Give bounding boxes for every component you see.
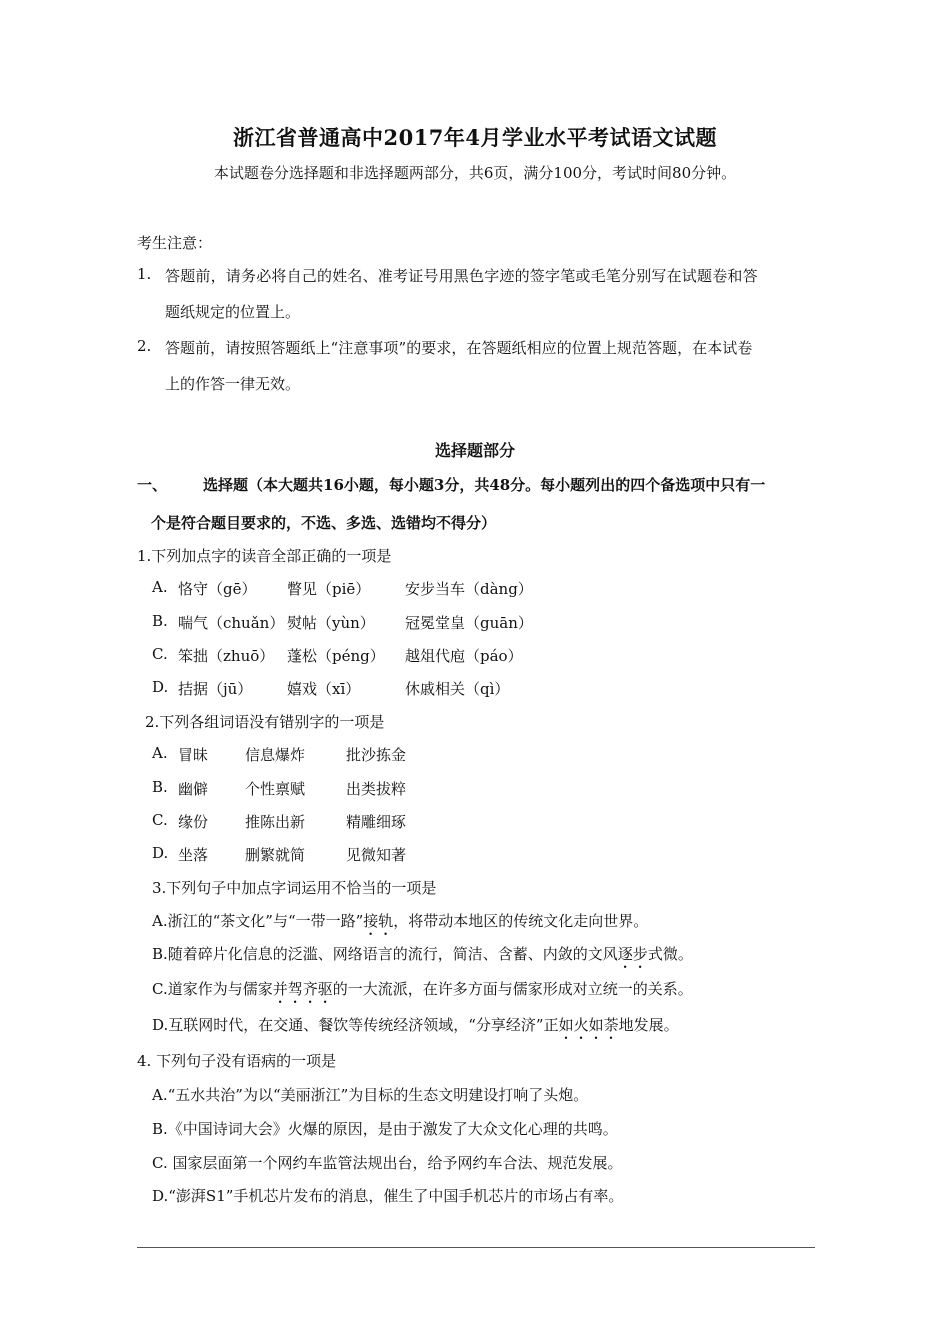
q4-stem: 4. 下列句子没有语病的一项是	[137, 1052, 337, 1070]
q2-stem: 2.下列各组词语没有错别字的一项是	[145, 713, 385, 731]
q4-option-a: A.“五水共治”为以“美丽浙江”为目标的生态文明建设打响了头炮。	[152, 1086, 589, 1104]
q4-option-d: D.“澎湃S1”手机芯片发布的消息，催生了中国手机芯片的市场占有率。	[152, 1187, 624, 1205]
q1-option-d-word3: 休戚相关（qì）	[405, 680, 510, 698]
notice-item-2-line2: 上的作答一律无效。	[165, 375, 301, 393]
q3-option-c-post: 的一大流派，在许多方面与儒家形成对立统一的关系。	[332, 980, 693, 998]
q1-option-d-word1: 拮据（jū）	[178, 680, 253, 698]
q2-option-c-word1: 缘份	[178, 813, 209, 831]
q2-option-b-word1: 幽僻	[178, 780, 209, 798]
q1-option-a-word1: 恪守（gē）	[178, 580, 257, 598]
q2-option-a-word1: 冒昧	[178, 746, 209, 764]
q3-option-c	[152, 978, 693, 1007]
q1-option-a-word3: 安步当车（dàng）	[405, 580, 533, 598]
q3-option-b	[152, 943, 693, 972]
section-instructions-line1: 选择题（本大题共16小题，每小题3分，共48分。每小题列出的四个备选项中只有一	[203, 476, 766, 494]
page-subtitle: 本试题卷分选择题和非选择题两部分，共6页，满分100分，考试时间80分钟。	[213, 164, 737, 182]
notice-item-1-line2: 题纸规定的位置上。	[165, 303, 301, 321]
notice-item-1-num: 1.	[137, 265, 152, 283]
notice-item-1-line1: 答题前，请务必将自己的姓名、准考证号用黑色字迹的签字笔或毛笔分别写在试题卷和答	[165, 267, 758, 285]
part-number: 一、	[137, 476, 168, 494]
notice-heading: 考生注意：	[137, 234, 213, 252]
q3-option-d	[152, 1014, 679, 1043]
notice-item-2-num: 2.	[137, 337, 152, 355]
q1-option-c-word3: 越俎代庖（páo）	[405, 647, 523, 665]
q3-option-d-pre: D.互联网时代，在交通、餐饮等传统经济领域，“分享经济”正	[152, 1016, 559, 1034]
q2-option-label: B.	[152, 778, 168, 796]
q1-option-label: D.	[152, 678, 169, 696]
q2-option-d-word2: 删繁就简	[245, 846, 306, 864]
q2-option-label: C.	[152, 811, 168, 829]
q1-option-label: B.	[152, 612, 168, 630]
q3-option-a-dotted: 接轨	[363, 912, 394, 930]
section-title: 选择题部分	[434, 441, 515, 460]
page-title: 浙江省普通高中2017年4月学业水平考试语文试题	[232, 125, 718, 150]
footer-divider	[137, 1247, 815, 1248]
q2-option-label: A.	[152, 744, 168, 762]
q3-option-a	[152, 910, 648, 939]
q1-option-b-word2: 熨帖（yùn）	[287, 614, 375, 632]
q1-option-b-word1: 喘气（chuǎn）	[178, 614, 285, 632]
q1-option-c-word1: 笨拙（zhuō）	[178, 647, 275, 665]
q1-option-b-word3: 冠冕堂皇（guān）	[405, 614, 533, 632]
q1-option-label: A.	[152, 578, 168, 596]
q3-option-a-post: ，将带动本地区的传统文化走向世界。	[393, 912, 649, 930]
q2-option-d-word1: 坐落	[178, 846, 209, 864]
q3-option-a-pre: A.浙江的“茶文化”与“一带一路”	[152, 912, 364, 930]
q2-option-d-word3: 见微知著	[346, 846, 407, 864]
q4-option-b: B.《中国诗词大会》火爆的原因，是由于激发了大众文化心理的共鸣。	[152, 1120, 618, 1138]
q2-option-b-word3: 出类拔粹	[346, 780, 407, 798]
q1-option-a-word2: 瞥见（piē）	[287, 580, 371, 598]
q3-option-b-dotted: 逐步	[617, 945, 648, 963]
q1-option-d-word2: 嬉戏（xī）	[287, 680, 361, 698]
q3-option-c-pre: C.道家作为与儒家	[152, 980, 273, 998]
q2-option-a-word3: 批沙拣金	[346, 746, 407, 764]
q1-option-c-word2: 蓬松（péng）	[287, 647, 385, 665]
section-instructions-line2: 个是符合题目要求的，不选、多选、选错均不得分）	[151, 514, 497, 532]
q2-option-c-word2: 推陈出新	[245, 813, 306, 831]
q3-option-c-dotted: 并驾齐驱	[272, 980, 333, 998]
q1-option-label: C.	[152, 645, 168, 663]
notice-item-2-line1: 答题前，请按照答题纸上“注意事项”的要求，在答题纸相应的位置上规范答题，在本试卷	[165, 339, 753, 357]
q3-option-d-post: 地发展。	[618, 1016, 679, 1034]
q3-option-b-pre: B.随着碎片化信息的泛滥、网络语言的流行，简洁、含蓄、内敛的文风	[152, 945, 618, 963]
q2-option-b-word2: 个性禀赋	[245, 780, 306, 798]
q4-option-c: C. 国家层面第一个网约车监管法规出台，给予网约车合法、规范发展。	[152, 1154, 623, 1172]
q3-option-d-dotted: 如火如荼	[558, 1016, 619, 1034]
q1-stem: 1.下列加点字的读音全部正确的一项是	[137, 547, 392, 565]
q3-stem: 3.下列句子中加点字词运用不恰当的一项是	[152, 879, 437, 897]
q3-option-b-post: 式微。	[647, 945, 693, 963]
q2-option-label: D.	[152, 844, 169, 862]
q2-option-c-word3: 精雕细琢	[346, 813, 407, 831]
q2-option-a-word2: 信息爆炸	[245, 746, 306, 764]
